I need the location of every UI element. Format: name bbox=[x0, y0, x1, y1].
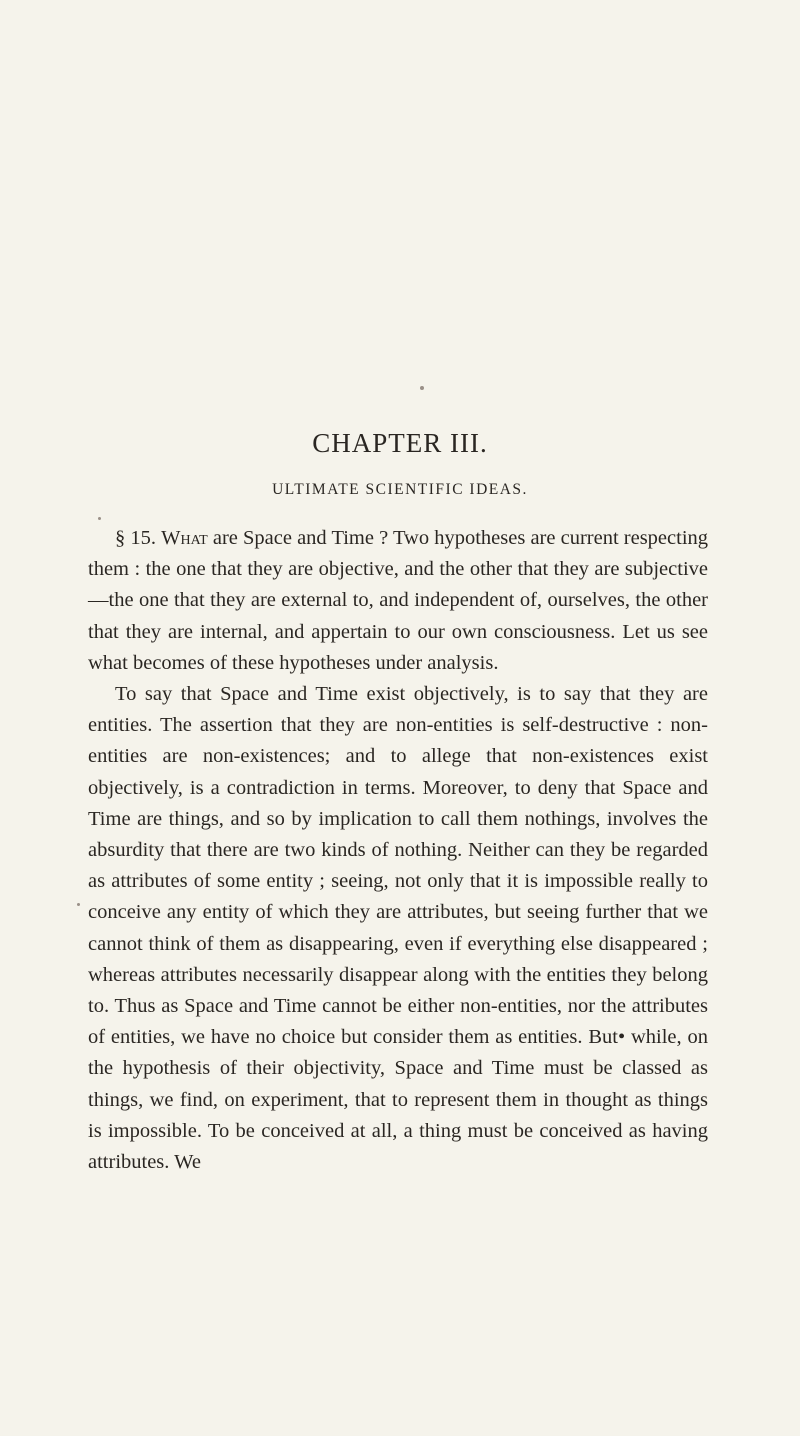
lead-word: What bbox=[161, 527, 208, 549]
chapter-heading: ULTIMATE SCIENTIFIC IDEAS. bbox=[272, 481, 528, 498]
body-text bbox=[88, 523, 708, 1178]
paragraph-1 bbox=[88, 523, 708, 679]
paragraph-1-text: are Space and Time ? Two hypotheses are current respecting them : the one that they are objective, and the other that they are subjective—the one that they are external to, and independent of, ourselves, the other that they are internal, and appertain to our own consciousness. Let us see what becomes of these hypotheses under analysis. bbox=[88, 527, 709, 674]
section-mark: § 15. bbox=[115, 527, 157, 549]
page-speck bbox=[420, 386, 424, 390]
paragraph-2: To say that Space and Time exist objectively, is to say that they are entities. The assertion that they are non-entities is self-destructive : non-entities are non-existences; and to allege that non-existences exist objectively, is a contradiction in terms. Moreover, to deny that Space and Time are things, and so by implication to call them nothings, involves the absurdity that there are two kinds of nothing. Neither can they be regarded as attributes of some entity ; seeing, not only that it is impossible really to conceive any entity of which they are attributes, but seeing further that we cannot think of them as disappearing, even if everything else disappeared ; whereas attributes necessarily disappear along with the entities they belong to. Thus as Space and Time cannot be either non-entities, nor the attributes of entities, we have no choice but consider them as entities. But• while, on the hypothesis of their objectivity, Space and Time must be classed as things, we find, on experiment, that to represent them in thought as things is impossible. To be conceived at all, a thing must be conceived as having attributes. We bbox=[88, 683, 708, 1174]
chapter-title: CHAPTER III. bbox=[312, 428, 488, 458]
page-speck bbox=[98, 517, 101, 520]
page-speck bbox=[77, 903, 80, 906]
